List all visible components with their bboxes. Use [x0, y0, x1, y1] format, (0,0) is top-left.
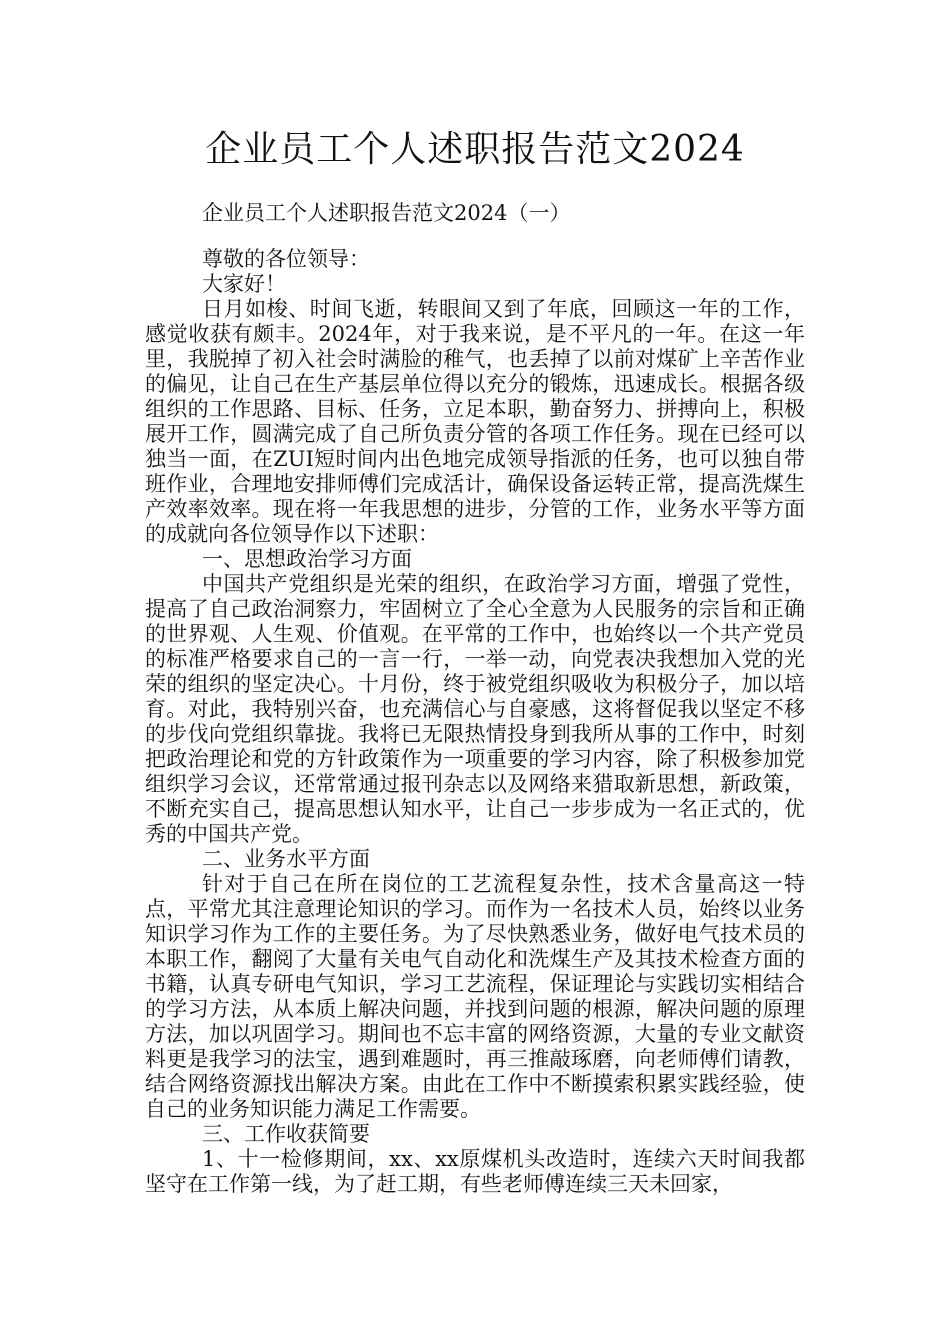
political-study-paragraph: 中国共产党组织是光荣的组织，在政治学习方面，增强了党性，提高了自己政治洞察力，牢固树立了全心全意为人民服务的宗旨和正确的世界观、人生观、价值观。在平常的工作中，也始终以一个共产党员的标准严格要求自己的一言一行，一举一动，向党表决我想加入党的光荣的组织的坚定决心。十月份，终于被党组织吸收为积极分子，加以培育。对此，我特别兴奋，也充满信心与自豪感，这将督促我以坚定不移的步伐向党组织靠拢。我将已无限热情投身到我所从事的工作中，时刻把政治理论和党的方针政策作为一项重要的学习内容，除了积极参加党组织学习会议，还常常通过报刊杂志以及网络来猎取新思想，新政策，不断充实自己，提高思想认知水平，让自己一步步成为一名正式的，优秀的中国共产党。 [145, 572, 805, 846]
section-heading-business-level: 二、业务水平方面 [202, 847, 370, 871]
intro-paragraph: 日月如梭、时间飞逝，转眼间又到了年底，回顾这一年的工作，感觉收获有颇丰。2024年，对于我来说，是不平凡的一年。在这一年里，我脱掉了初入社会时满脸的稚气，也丢掉了以前对煤矿上辛苦作业的偏见，让自己在生产基层单位得以充分的锻炼，迅速成长。根据各级组织的工作思路、目标、任务，立足本职，勤奋努力、拼搏向上，积极展开工作，圆满完成了自己所负责分管的各项工作任务。现在已经可以独当一面，在ZUI短时间内出色地完成领导指派的任务，也可以独自带班作业，合理地安排师傅们完成活计，确保设备运转正常，提高洗煤生产效率效率。现在将一年我思想的进步，分管的工作，业务水平等方面的成就向各位领导作以下述职： [145, 297, 805, 546]
document-subtitle: 企业员工个人述职报告范文2024（一） [202, 201, 571, 225]
document-body [145, 247, 805, 1197]
document-title: 企业员工个人述职报告范文2024 [205, 129, 745, 170]
business-level-paragraph: 针对于自己在所在岗位的工艺流程复杂性，技术含量高这一特点，平常尤其注意理论知识的学习。而作为一名技术人员，始终以业务知识学习作为工作的主要任务。为了尽快熟悉业务，做好电气技术员的本职工作，翻阅了大量有关电气自动化和洗煤生产及其技术检查方面的书籍，认真专研电气知识，学习工艺流程，保证理论与实践切实相结合的学习方法，从本质上解决问题，并找到问题的根源，解决问题的原理方法，加以巩固学习。期间也不忘丰富的网络资源，大量的专业文献资料更是我学习的法宝，遇到难题时，再三推敲琢磨，向老师傅们请教，结合网络资源找出解决方案。由此在工作中不断摸索积累实践经验，使自己的业务知识能力满足工作需要。 [145, 872, 805, 1121]
section-heading-political-study: 一、思想政治学习方面 [202, 547, 412, 571]
salutation: 尊敬的各位领导： [202, 247, 370, 271]
greeting: 大家好！ [202, 272, 286, 296]
section-heading-work-summary: 三、工作收获简要 [202, 1122, 370, 1146]
work-summary-paragraph: 1、十一检修期间，xx、xx原煤机头改造时，连续六天时间我都坚守在工作第一线，为了赶工期，有些老师傅连续三天未回家， [145, 1147, 805, 1196]
